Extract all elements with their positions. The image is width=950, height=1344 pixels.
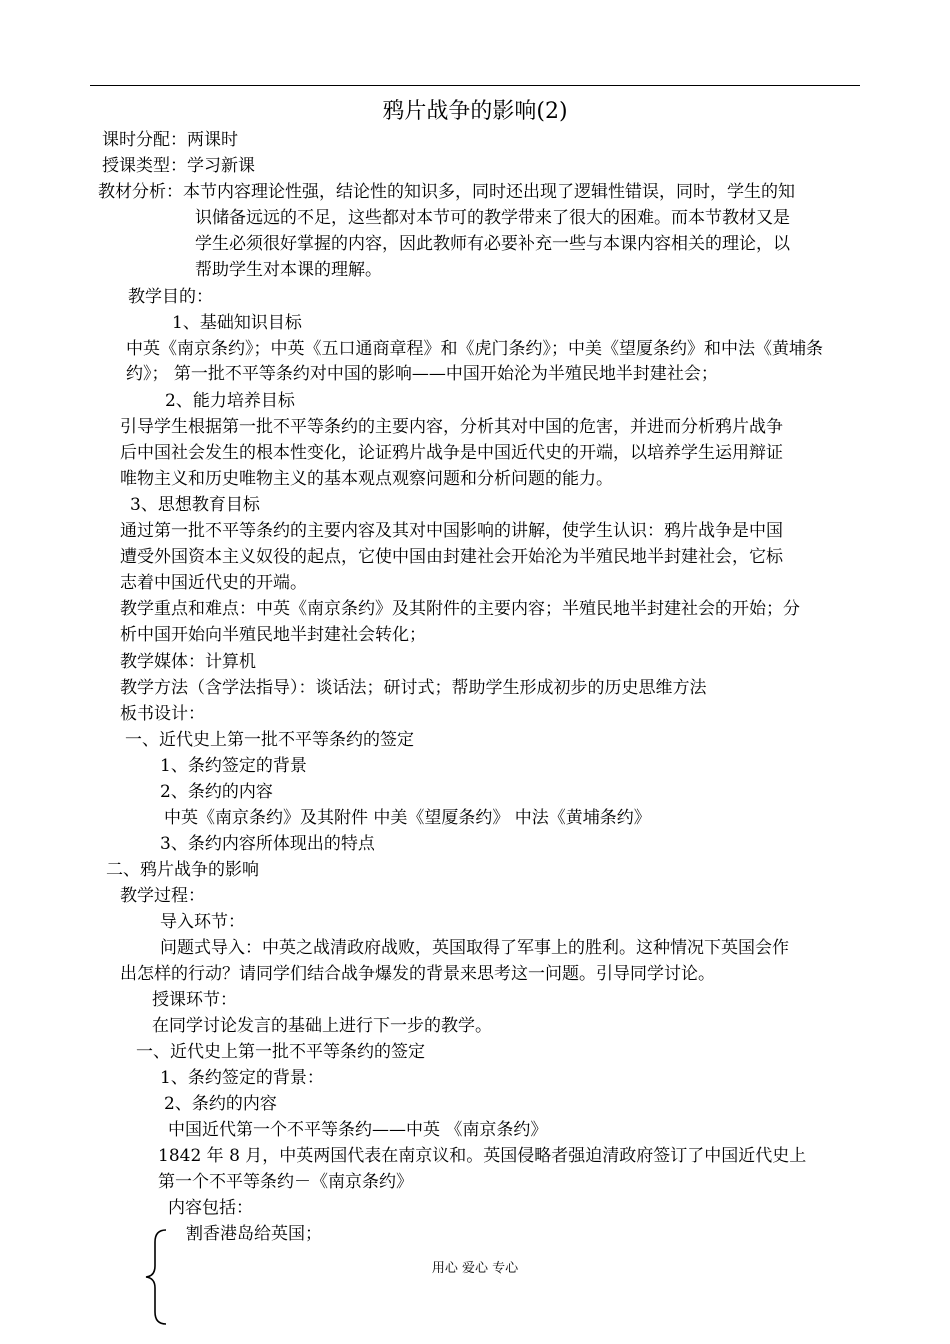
text-line-l1: 课时分配：两课时 <box>102 130 238 150</box>
page-title: 鸦片战争的影响(2) <box>382 99 568 124</box>
text-line-l31: 导入环节： <box>160 912 245 932</box>
text-line-l6: 帮助学生对本课的理解。 <box>195 260 382 280</box>
text-line-l3: 教材分析：本节内容理论性强，结论性的知识多，同时还出现了逻辑性错误，同时，学生的知 <box>98 182 795 202</box>
text-line-l4: 识储备远远的不足，这些都对本节可的教学带来了很大的困难。而本节教材又是 <box>195 208 790 228</box>
text-line-l17: 遭受外国资本主义奴役的起点，它使中国由封建社会开始沦为半殖民地半封建社会，它标 <box>120 547 783 567</box>
header-rule <box>90 85 860 86</box>
text-line-l30: 教学过程： <box>120 886 205 906</box>
text-line-l9: 中英《南京条约》；中英《五口通商章程》和《虎门条约》；中美《望厦条约》和中法《黄埔条 <box>126 339 823 359</box>
text-line-l40: 1842 年 8 月，中英两国代表在南京议和。英国侵略者强迫清政府签订了中国近代史上 <box>158 1146 807 1166</box>
text-line-l2: 授课类型：学习新课 <box>102 156 255 176</box>
text-line-l11: 2、能力培养目标 <box>165 391 295 411</box>
text-line-l25: 1、条约签定的背景 <box>160 756 307 776</box>
text-line-l13: 后中国社会发生的根本性变化，论证鸦片战争是中国近代史的开端，以培养学生运用辩证 <box>120 443 783 463</box>
text-line-l21: 教学媒体：计算机 <box>120 652 256 672</box>
text-line-l34: 授课环节： <box>152 990 237 1010</box>
text-line-l29: 二、鸦片战争的影响 <box>106 860 259 880</box>
text-line-l14: 唯物主义和历史唯物主义的基本观点观察问题和分析问题的能力。 <box>120 469 613 489</box>
text-line-l7: 教学目的： <box>128 287 213 307</box>
text-line-l23: 板书设计： <box>120 704 205 724</box>
text-line-l18: 志着中国近代史的开端。 <box>120 573 307 593</box>
text-line-l43: 割香港岛给英国； <box>186 1224 322 1244</box>
text-line-l33: 出怎样的行动？请同学们结合战争爆发的背景来思考这一问题。引导同学讨论。 <box>120 964 715 984</box>
text-line-l20: 析中国开始向半殖民地半封建社会转化； <box>120 625 426 645</box>
text-line-l28: 3、条约内容所体现出的特点 <box>160 834 375 854</box>
text-line-l12: 引导学生根据第一批不平等条约的主要内容，分析其对中国的危害，并进而分析鸦片战争 <box>120 417 783 437</box>
text-line-l32: 问题式导入：中英之战清政府战败，英国取得了军事上的胜利。这种情况下英国会作 <box>160 938 789 958</box>
text-line-l38: 2、条约的内容 <box>164 1094 277 1114</box>
text-line-l8: 1、基础知识目标 <box>172 313 302 333</box>
text-line-l26: 2、条约的内容 <box>160 782 273 802</box>
text-line-l24: 一、近代史上第一批不平等条约的签定 <box>125 730 414 750</box>
text-line-l36: 一、近代史上第一批不平等条约的签定 <box>136 1042 425 1062</box>
page-footer: 用心 爱心 专心 <box>431 1261 519 1276</box>
text-line-l15: 3、思想教育目标 <box>130 495 260 515</box>
text-line-l27: 中英《南京条约》及其附件 中美《望厦条约》 中法《黄埔条约》 <box>164 808 651 828</box>
text-line-l19: 教学重点和难点：中英《南京条约》及其附件的主要内容；半殖民地半封建社会的开始；分 <box>120 599 800 619</box>
text-line-l39: 中国近代第一个不平等条约——中英 《南京条约》 <box>168 1120 548 1140</box>
text-line-l5: 学生必须很好掌握的内容，因此教师有必要补充一些与本课内容相关的理论，以 <box>195 234 790 254</box>
text-line-l35: 在同学讨论发言的基础上进行下一步的教学。 <box>152 1016 492 1036</box>
text-line-l16: 通过第一批不平等条约的主要内容及其对中国影响的讲解，使学生认识：鸦片战争是中国 <box>120 521 783 541</box>
text-line-l10: 约》； 第一批不平等条约对中国的影响——中国开始沦为半殖民地半封建社会； <box>126 364 718 384</box>
text-line-l22: 教学方法（含学法指导）：谈话法；研讨式；帮助学生形成初步的历史思维方法 <box>120 678 707 698</box>
text-line-l42: 内容包括： <box>168 1198 253 1218</box>
text-line-l37: 1、条约签定的背景： <box>160 1068 324 1088</box>
text-line-l41: 第一个不平等条约－《南京条约》 <box>158 1172 413 1192</box>
